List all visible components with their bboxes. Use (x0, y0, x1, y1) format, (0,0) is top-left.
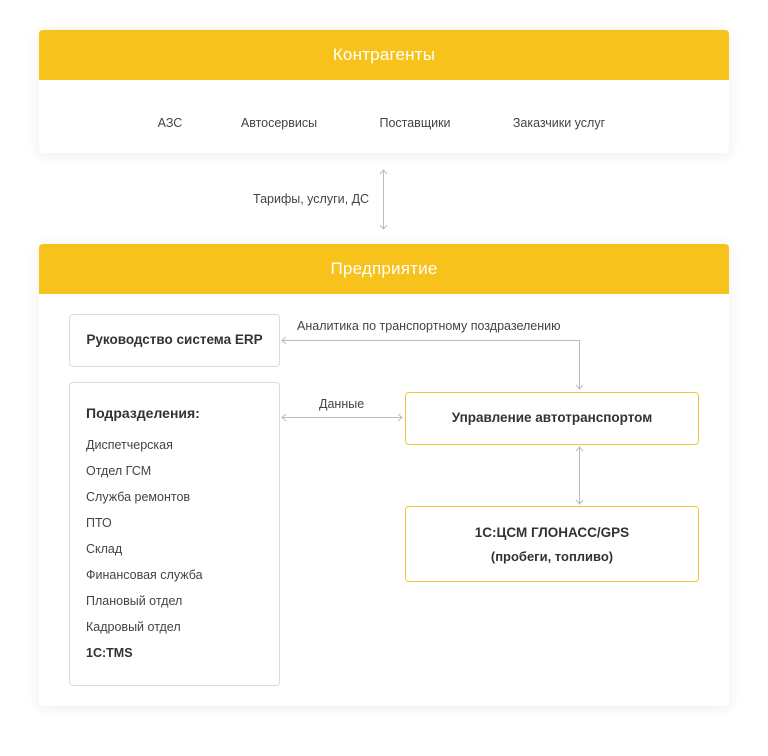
counterparties-title: Контрагенты (39, 30, 729, 80)
glonass-box-title: 1С:ЦСМ ГЛОНАСС/GPS (474, 525, 630, 540)
division-item: Склад (86, 542, 123, 556)
data-connector-label: Данные (319, 397, 365, 411)
erp-box-label: Руководство система ERP (86, 332, 263, 347)
enterprise-title: Предприятие (39, 244, 729, 294)
divisions-box (69, 382, 280, 686)
division-item-tms: 1С:TMS (86, 646, 133, 660)
tariffs-connector-label: Тарифы, услуги, ДС (253, 192, 370, 206)
division-item: Кадровый отдел (86, 620, 181, 634)
division-item: Служба ремонтов (86, 490, 191, 504)
division-item: Плановый отдел (86, 594, 183, 608)
counterparty-gas-stations: АЗС (157, 116, 183, 130)
counterparty-suppliers: Поставщики (379, 116, 451, 130)
glonass-box (405, 506, 699, 582)
division-item: ПТО (86, 516, 112, 530)
division-item: Финансовая служба (86, 568, 203, 582)
divisions-title: Подразделения: (86, 405, 200, 421)
tariffs-arrow-bottom (380, 225, 387, 229)
erp-box (69, 314, 280, 367)
counterparty-car-services: Автосервисы (240, 116, 318, 130)
glonass-box-subtitle: (пробеги, топливо) (490, 549, 614, 564)
divisions-list (86, 437, 203, 671)
analytics-connector-label: Аналитика по транспортному поздразелению (297, 319, 561, 333)
tariffs-arrow-top (380, 170, 387, 174)
fleet-management-label: Управление автотранспортом (451, 410, 653, 425)
division-item: Диспетчерская (86, 438, 173, 452)
counterparty-customers: Заказчики услуг (512, 116, 606, 130)
counterparties-panel (39, 30, 729, 153)
fleet-management-box (405, 392, 699, 445)
division-item: Отдел ГСМ (86, 464, 152, 478)
